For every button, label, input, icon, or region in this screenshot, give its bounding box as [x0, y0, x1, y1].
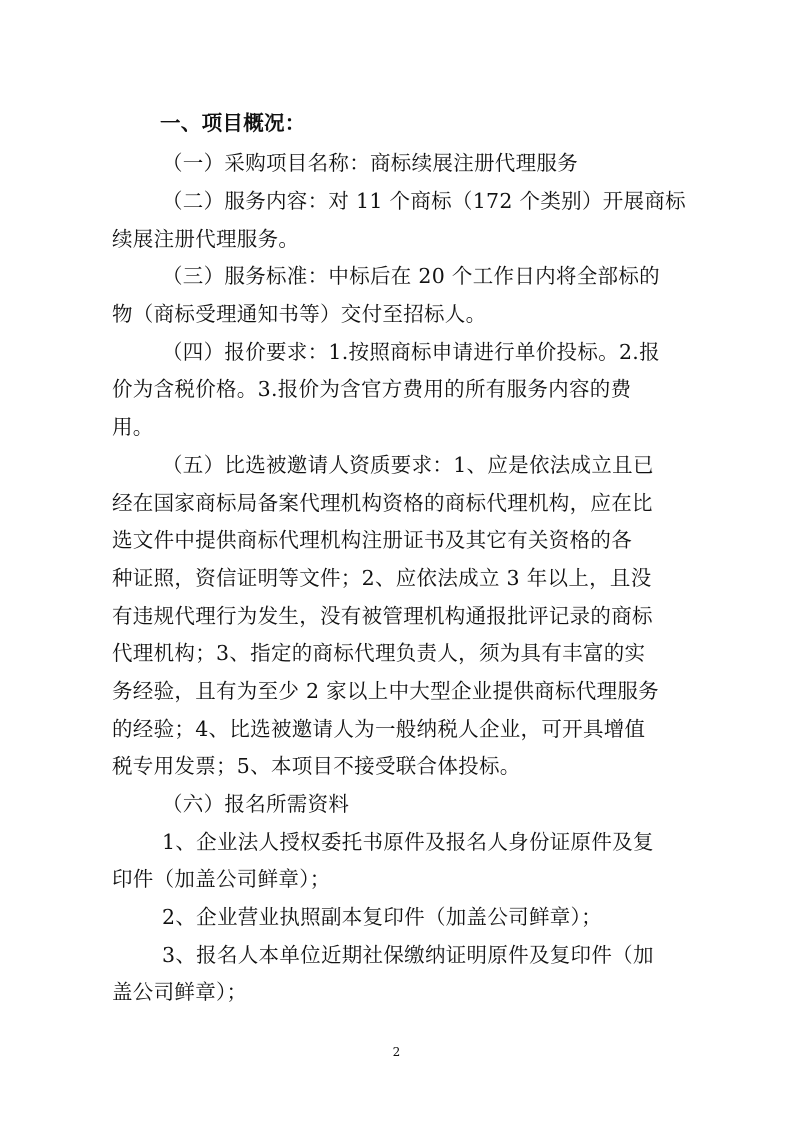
paragraph-procurement-name-line-1: （一）采购项目名称：商标续展注册代理服务	[162, 151, 578, 175]
paragraph-quote-requirements-line-3: 用。	[112, 415, 154, 439]
page-number: 2	[392, 1045, 401, 1059]
paragraph-qualification-line-9: 税专用发票；5、本项目不接受联合体投标。	[112, 754, 521, 778]
section-title: 一、项目概况：	[160, 111, 306, 135]
list-item-3-line-1: 3、报名人本单位近期社保缴纳证明原件及复印件（加	[162, 943, 654, 967]
paragraph-service-standard-line-2: 物（商标受理通知书等）交付至招标人。	[112, 302, 487, 326]
paragraph-service-standard-line-1: （三）服务标准：中标后在 20 个工作日内将全部标的	[162, 264, 660, 288]
paragraph-quote-requirements-line-2: 价为含税价格。3.报价为含官方费用的所有服务内容的费	[112, 377, 632, 401]
paragraph-qualification-line-8: 的经验；4、比选被邀请人为一般纳税人企业，可开具增值	[112, 717, 646, 741]
paragraph-quote-requirements-line-1: （四）报价要求：1.按照商标申请进行单价投标。2.报	[162, 340, 660, 364]
paragraph-registration-materials-line-1: （六）报名所需资料	[162, 792, 350, 816]
paragraph-qualification-line-3: 选文件中提供商标代理机构注册证书及其它有关资格的各	[112, 528, 632, 552]
paragraph-qualification-line-6: 代理机构；3、指定的商标代理负责人，须为具有丰富的实	[112, 641, 646, 665]
paragraph-qualification-line-4: 种证照，资信证明等文件；2、应依法成立 3 年以上，且没	[112, 566, 652, 590]
paragraph-service-content-line-2: 续展注册代理服务。	[112, 227, 300, 251]
list-item-3-line-2: 盖公司鲜章）；	[112, 980, 248, 1004]
paragraph-qualification-line-7: 务经验，且有为至少 2 家以上中大型企业提供商标代理服务	[112, 679, 659, 703]
list-item-1-line-1: 1、企业法人授权委托书原件及报名人身份证原件及复	[162, 830, 654, 854]
paragraph-qualification-line-5: 有违规代理行为发生，没有被管理机构通报批评记录的商标	[112, 604, 653, 628]
list-item-1-line-2: 印件（加盖公司鲜章）；	[112, 867, 331, 891]
list-item-2-line-1: 2、企业营业执照副本复印件（加盖公司鲜章）；	[162, 905, 602, 929]
paragraph-qualification-line-2: 经在国家商标局备案代理机构资格的商标代理机构，应在比	[112, 491, 653, 515]
paragraph-service-content-line-1: （二）服务内容：对 11 个商标（172 个类别）开展商标	[162, 189, 686, 213]
paragraph-qualification-line-1: （五）比选被邀请人资质要求：1、应是依法成立且已	[162, 453, 654, 477]
